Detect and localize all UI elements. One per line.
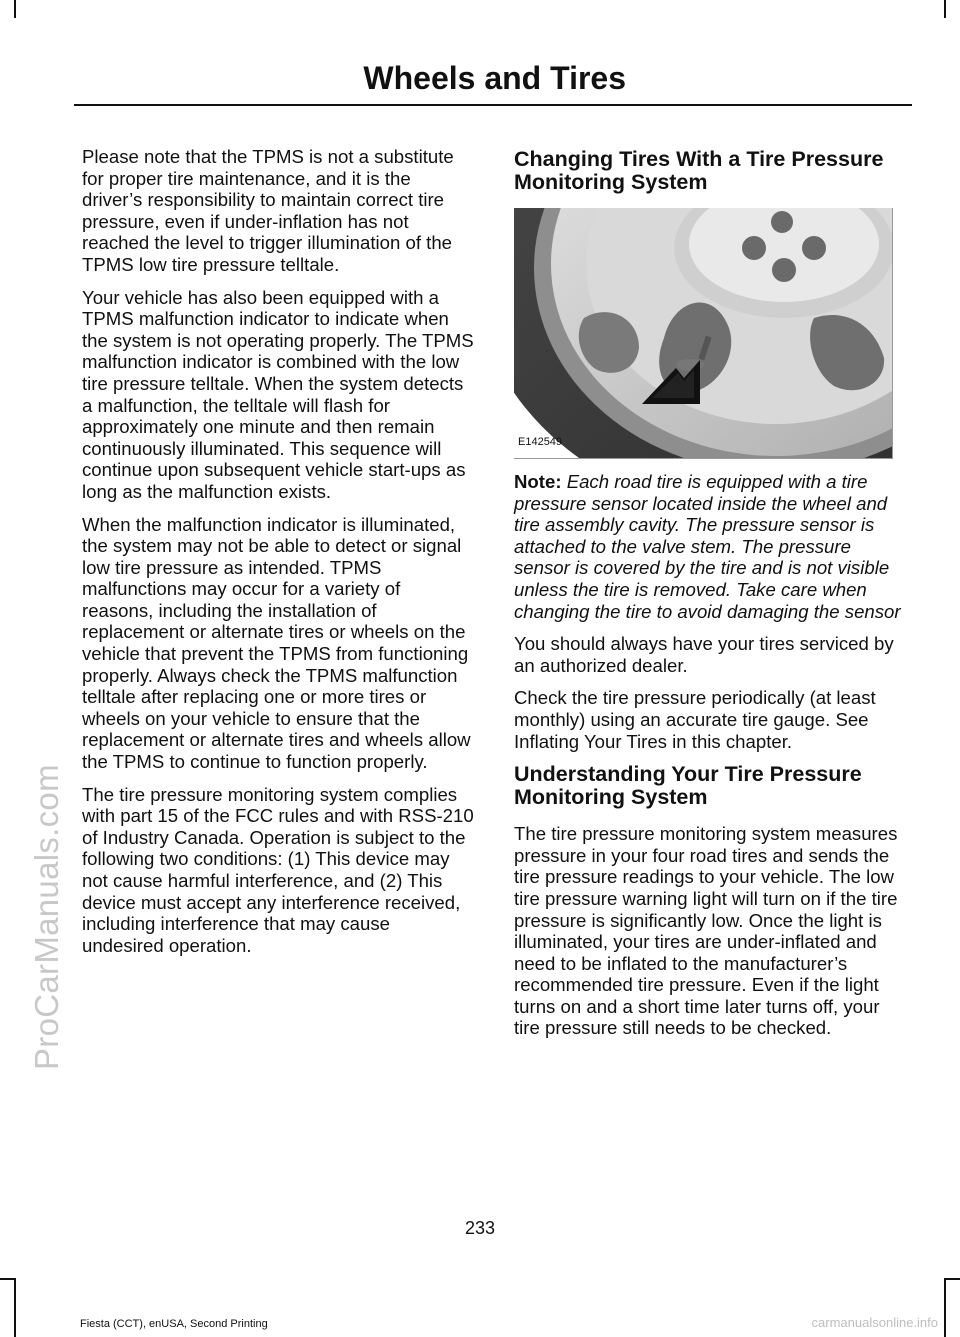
section-heading: Changing Tires With a Tire Pressure Monitoring System [514, 147, 884, 194]
tire-sensor-figure [514, 208, 893, 459]
right-column [514, 146, 906, 1050]
crop-mark-top-right [944, 0, 946, 18]
wheel-illustration [514, 208, 892, 458]
crop-mark-bottom-left [14, 1278, 16, 1337]
crop-mark-bottom-right [944, 1278, 946, 1337]
paragraph: Check the tire pressure periodically (at least monthly) using an accurate tire gauge. See Inflating Your Tires in this chapter. [514, 687, 876, 752]
paragraph: Please note that the TPMS is not a substitute for proper tire maintenance, and it is the driver’s responsibility to maintain correct tire pressure, even if under-inflation has not reached the level to trigger illumination of the TPMS low tire pressure telltale. [82, 146, 454, 275]
note-text: Each road tire is equipped with a tire pressure sensor located inside the wheel and tire assembly cavity. The pressure sensor is attached to the valve stem. The pressure sensor is covered by the tire and is not visible unless the tire is removed. Take care when changing the tire to avoid damaging the sensor [514, 471, 901, 622]
crop-mark-bottom-right-h [944, 1278, 960, 1280]
note [514, 471, 906, 622]
figure-id: E142549 [518, 436, 563, 449]
paragraph: You should always have your tires serviced by an authorized dealer. [514, 633, 894, 676]
crop-mark-top-left [14, 0, 16, 18]
side-watermark: ProCarManuals.com [28, 764, 65, 1070]
header-rule [74, 104, 912, 106]
page-number: 233 [464, 1218, 496, 1238]
paragraph: When the malfunction indicator is illuminated, the system may not be able to detect or signal low tire pressure as intended. TPMS malfunctions may occur for a variety of reasons, including the installation of replacement or alternate tires or wheels on the vehicle that prevent the TPMS from functioning properly. Always check the TPMS malfunction telltale after replacing one or more tires or wheels on your vehicle to ensure that the replacement or alternate tires and wheels allow the TPMS to continue to function properly. [82, 513, 471, 773]
page-title: Wheels and Tires [363, 60, 626, 96]
bottom-watermark: carmanualsonline.info [811, 1315, 938, 1330]
section-heading: Understanding Your Tire Pressure Monitoring System [514, 762, 862, 810]
crop-mark-bottom-left-h [0, 1278, 16, 1280]
paragraph: Your vehicle has also been equipped with a TPMS malfunction indicator to indicate when the system is not operating properly. The TPMS malfunction indicator is combined with the low tire pressure telltale. When the system detects a malfunction, the telltale will flash for approximately one minute and then remain continuously illuminated. This sequence will continue upon subsequent vehicle start-ups as long as the malfunction exists. [82, 286, 474, 502]
note-label: Note: [514, 471, 562, 492]
paragraph: The tire pressure monitoring system measures pressure in your four road tires and sends the tire pressure readings to your vehicle. The low tire pressure warning light will turn on if the tire pressure is significantly low. Once the light is illuminated, your tires are under-inflated and need to be inflated to the manufacturer’s recommended tire pressure. Even if the light turns on and a short time later turns off, your tire pressure still needs to be checked. [514, 823, 898, 1039]
left-column [82, 146, 474, 967]
edition-text: Fiesta (CCT), enUSA, Second Printing [80, 1318, 268, 1330]
paragraph: The tire pressure monitoring system complies with part 15 of the FCC rules and with RSS-210 of Industry Canada. Operation is subject to the following two conditions: (1) This device may not cause harmful interference, and (2) This device must accept any interference received, including interference that may cause undesired operation. [82, 783, 474, 956]
